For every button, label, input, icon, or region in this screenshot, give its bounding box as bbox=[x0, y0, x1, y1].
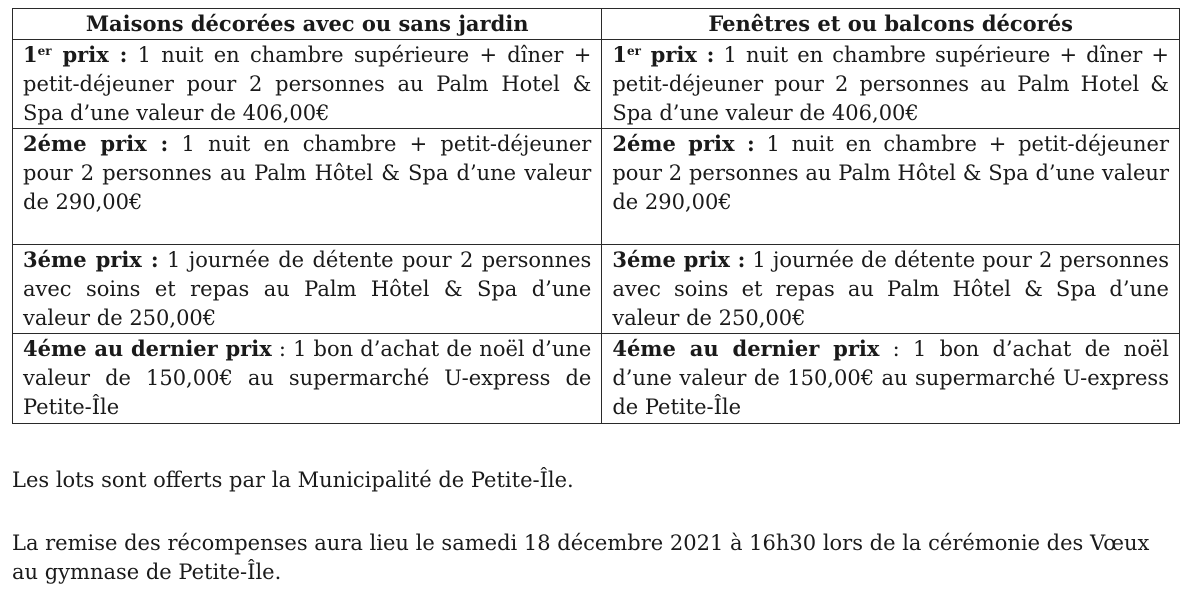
prize-description: 1 nuit en chambre + petit-déjeuner pour 2 personnes au Palm Hôtel & Spa d’une valeur de 290,00€ bbox=[23, 132, 592, 214]
prize-description: : 1 bon d’achat de noël d’une valeur de 150,00€ au supermarché U-express de Petite-Île bbox=[23, 337, 592, 419]
table-row bbox=[13, 245, 1180, 334]
prize-4-houses bbox=[13, 334, 602, 424]
prize-description: 1 journée de détente pour 2 personnes avec soins et repas au Palm Hôtel & Spa d’une valeur de 250,00€ bbox=[23, 248, 592, 330]
prize-3-houses bbox=[13, 245, 602, 334]
prize-description: 1 journée de détente pour 2 personnes avec soins et repas au Palm Hôtel & Spa d’une valeur de 250,00€ bbox=[612, 248, 1169, 330]
prize-4-windows bbox=[602, 334, 1180, 424]
sponsor-note: Les lots sont offerts par la Municipalité de Petite-Île. bbox=[12, 468, 574, 492]
prize-rank: 3éme prix : bbox=[612, 247, 746, 272]
prize-table bbox=[12, 8, 1180, 424]
prize-rank: 1er prix : bbox=[23, 42, 128, 67]
prize-2-windows bbox=[602, 129, 1180, 245]
header-windows-balconies: Fenêtres et ou balcons décorés bbox=[602, 9, 1180, 40]
table-row bbox=[13, 334, 1180, 424]
prize-3-windows bbox=[602, 245, 1180, 334]
table-row bbox=[13, 40, 1180, 129]
prize-rank: 4éme au dernier prix bbox=[23, 336, 272, 361]
table-header-row bbox=[13, 9, 1180, 40]
prize-description: 1 nuit en chambre supérieure + dîner + petit-déjeuner pour 2 personnes au Palm Hotel & Spa d’une valeur de 406,00€ bbox=[612, 43, 1169, 125]
prize-rank: 2éme prix : bbox=[612, 131, 755, 156]
prize-1-houses bbox=[13, 40, 602, 129]
prize-1-windows bbox=[602, 40, 1180, 129]
prize-description: 1 nuit en chambre supérieure + dîner + petit-déjeuner pour 2 personnes au Palm Hotel & Spa d’une valeur de 406,00€ bbox=[23, 43, 592, 125]
table-row bbox=[13, 129, 1180, 245]
prize-2-houses bbox=[13, 129, 602, 245]
prize-rank: 1er prix : bbox=[612, 42, 715, 67]
prize-rank: 3éme prix : bbox=[23, 247, 159, 272]
prize-description: 1 nuit en chambre + petit-déjeuner pour 2 personnes au Palm Hôtel & Spa d’une valeur de 290,00€ bbox=[612, 132, 1169, 214]
header-houses: Maisons décorées avec ou sans jardin bbox=[13, 9, 602, 40]
prize-rank: 2éme prix : bbox=[23, 131, 169, 156]
prize-description: : 1 bon d’achat de noël d’une valeur de 150,00€ au supermarché U-express de Petite-Île bbox=[612, 337, 1169, 419]
prize-rank: 4éme au dernier prix bbox=[612, 336, 880, 361]
ceremony-note: La remise des récompenses aura lieu le samedi 18 décembre 2021 à 16h30 lors de la cérémonie des Vœux au gymnase de Petite-Île. bbox=[12, 531, 1150, 584]
